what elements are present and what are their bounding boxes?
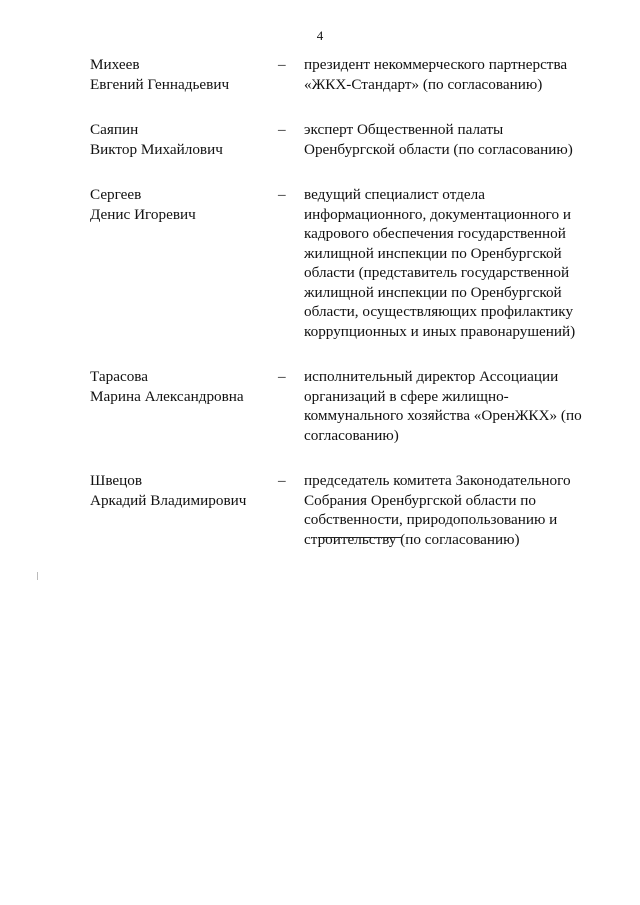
member-surname: Швецов: [90, 472, 143, 489]
member-given-names: Марина Александровна: [90, 387, 244, 405]
member-surname: Михеев: [90, 56, 140, 73]
member-entry: [90, 55, 590, 94]
end-separator-line: [318, 537, 402, 538]
member-role: ведущий специалист отдела информационного, документационного и кадрового обеспечения государственной жилищной инспекции по Оренбургской области (представитель государственной жилищной инспекции по Оренбургской области, осуществляющих профилактику коррупционных и иных правонарушений): [304, 186, 576, 340]
member-role: президент некоммерческого партнерства «ЖКХ-Стандарт» (по согласованию): [304, 56, 568, 93]
member-role: председатель комитета Законодательного Собрания Оренбургской области по собственности, природопользованию и строительству (по согласованию): [304, 472, 571, 548]
member-dash: –: [278, 56, 286, 73]
members-list: [90, 55, 590, 575]
member-entry: [90, 120, 590, 159]
member-role: эксперт Общественной палаты Оренбургской области (по согласованию): [304, 121, 573, 158]
member-dash: –: [278, 186, 286, 203]
margin-mark: [37, 572, 38, 580]
member-name: [90, 120, 270, 159]
member-surname: Сергеев: [90, 186, 142, 203]
member-entry: [90, 185, 590, 341]
member-given-names: Аркадий Владимирович: [90, 491, 247, 509]
member-entry: [90, 367, 590, 445]
member-name: [90, 185, 270, 224]
member-given-names: Денис Игоревич: [90, 205, 196, 223]
member-name: [90, 471, 270, 510]
member-dash: –: [278, 121, 286, 138]
member-surname: Тарасова: [90, 368, 149, 385]
page-number: 4: [316, 28, 324, 43]
member-given-names: Виктор Михайлович: [90, 140, 223, 158]
member-given-names: Евгений Геннадьевич: [90, 75, 230, 93]
member-dash: –: [278, 368, 286, 385]
member-name: [90, 55, 270, 94]
member-name: [90, 367, 270, 406]
member-surname: Саяпин: [90, 121, 139, 138]
member-dash: –: [278, 472, 286, 489]
member-role: исполнительный директор Ассоциации организаций в сфере жилищно-коммунального хозяйства «ОренЖКХ» (по согласованию): [304, 368, 582, 444]
